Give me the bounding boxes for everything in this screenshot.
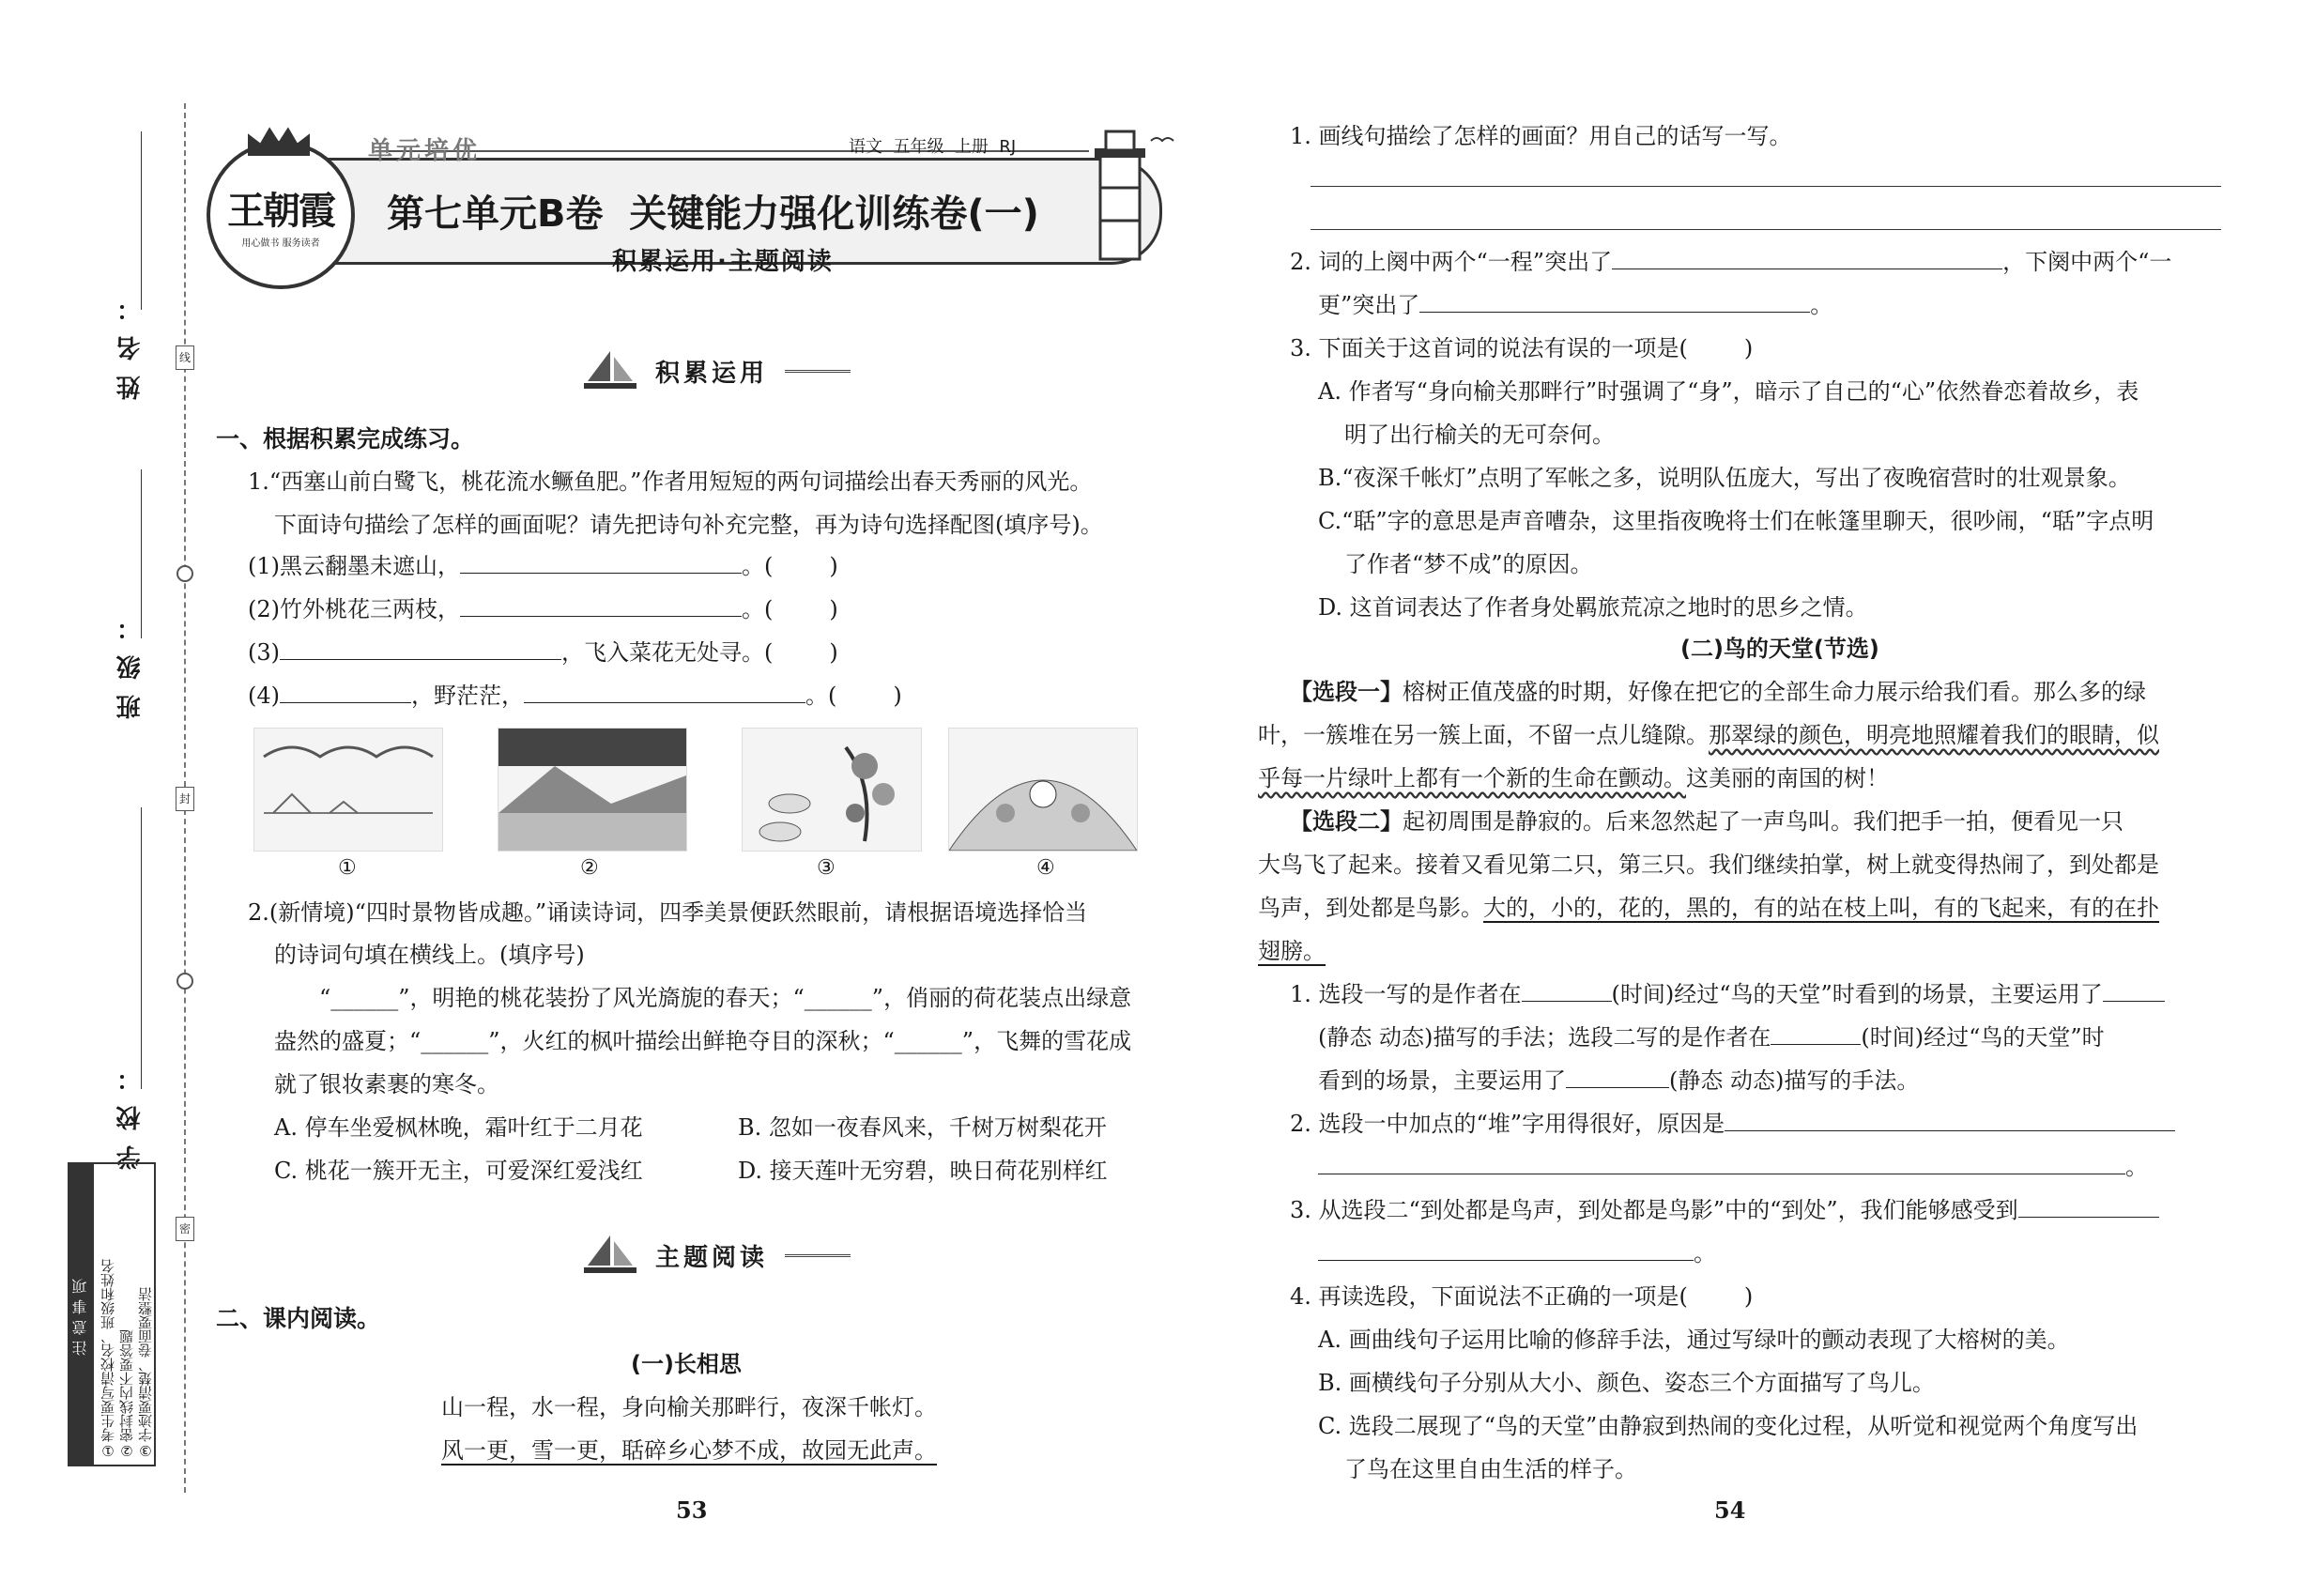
pq1-text: 看到的场景，主要运用了 <box>1318 1067 1566 1094</box>
r-q3-option: D. 这首词表达了作者身处羁旅荒凉之地时的思乡之情。 <box>1318 594 1868 621</box>
item-text: (1)黑云翻墨未遮山， <box>248 553 460 579</box>
cut-mark-seal: 封 <box>176 787 194 811</box>
passage-text: 起初周围是静寂的。后来忽然起了一声鸟叫。我们把手一拍，便看见一只 <box>1403 808 2124 835</box>
q2-para-1: “______”，明艳的桃花装扮了风光旖旎的春天；“______”，俏丽的荷花装点出绿意 <box>319 985 1132 1011</box>
picture-mountain-field <box>498 728 687 852</box>
pq1-line-1 <box>1290 980 2165 1008</box>
q1-heading: 一、根据积累完成练习。 <box>216 425 475 453</box>
r-q1: 1. 画线句描绘了怎样的画面？用自己的话写一写。 <box>1290 123 1792 149</box>
cut-mark-line: 线 <box>176 345 194 370</box>
pq1-text: (静态 动态)描写的手法；选段二写的是作者在 <box>1318 1024 1771 1051</box>
picture-rain-lake <box>253 728 443 852</box>
poem-line-1: 山一程，水一程，身向榆关那畔行，夜深千帐灯。 <box>441 1394 937 1420</box>
r-q2 <box>1290 248 2171 276</box>
passage-1-line-3 <box>1258 764 1889 792</box>
passage-2-line-3 <box>1258 894 2159 922</box>
close-paren: ) <box>829 639 838 666</box>
item-text: (4) <box>248 683 280 709</box>
close-paren: ) <box>1743 335 1754 361</box>
passage-label: 【选段一】 <box>1290 679 1403 705</box>
item-text: ，野茫茫， <box>411 683 524 709</box>
section-title: 积累运用 <box>655 359 769 388</box>
poem-line-2: 风一更，雪一更，聒碎乡心梦不成，故园无此声。 <box>441 1437 937 1464</box>
page-subtitle: 积累运用·主题阅读 <box>612 248 834 276</box>
fill-item-2 <box>248 595 838 623</box>
q1-intro-1: 1.“西塞山前白鹭飞，桃花流水鳜鱼肥。”作者用短短的两句词描绘出春天秀丽的风光。 <box>248 468 1093 495</box>
item-text: 。( <box>742 553 774 579</box>
passage-2-line-2: 大鸟飞了起来。接着又看见第二只，第三只。我们继续拍掌，树上就变得热闹了，到处都是 <box>1258 852 2159 878</box>
r-q3 <box>1290 334 1753 362</box>
binding-hole <box>176 565 193 582</box>
r-q2-text: ，下阕中两个“一 <box>2002 249 2172 275</box>
pq1-text: (时间)经过“鸟的天堂”时看到的场景，主要运用了 <box>1611 981 2103 1007</box>
answer-blank[interactable] <box>1522 980 1612 1002</box>
sailboat-icon <box>582 349 638 392</box>
binding-hole <box>176 973 193 990</box>
meta-info: 语文 五年级 上册 RJ <box>849 137 1017 157</box>
note-1: ①考生要写清校名、班级和姓名 <box>100 1259 116 1459</box>
close-paren: ) <box>1743 1283 1754 1310</box>
pq3-text: 3. 从选段二“到处都是鸟声，到处都是鸟影”中的“到处”，我们能够感受到 <box>1290 1197 2018 1223</box>
q3-heading: 二、课内阅读。 <box>216 1305 381 1332</box>
cut-mark-secret: 密 <box>176 1217 194 1241</box>
item-text: (3) <box>248 639 280 666</box>
q2-option-c: C. 桃花一簇开无主，可爱深红爱浅红 <box>274 1158 643 1184</box>
r-q3-option: A. 作者写“身向榆关那畔行”时强调了“身”，暗示了自己的“心”依然眷恋着故乡，表 <box>1318 378 2139 405</box>
answer-blank[interactable] <box>280 682 411 703</box>
wavy-underlined-text: 那翠绿的颜色，明亮地照耀着我们的眼睛，似 <box>1709 722 2159 748</box>
passage-1-line-2 <box>1258 721 2159 749</box>
pq4-option: B. 画横线句子分别从大小、颜色、姿态三个方面描写了鸟儿。 <box>1318 1370 1935 1396</box>
school-label: 学校： <box>116 1051 145 1170</box>
picture-label: ① <box>338 856 357 880</box>
underlined-text: 大的，小的，花的，黑的，有的站在枝上叫，有的飞起来，有的在扑 <box>1483 895 2159 921</box>
r-q3-option: 明了出行榆关的无可奈何。 <box>1344 422 1615 448</box>
item-text: 。( <box>805 683 837 709</box>
sailboat-icon <box>582 1234 638 1277</box>
lighthouse-icon <box>1074 122 1177 272</box>
section-rule <box>785 1254 851 1257</box>
q2-option-d: D. 接天莲叶无穷碧，映日荷花别样红 <box>738 1158 1108 1184</box>
answer-blank[interactable] <box>1318 1153 2125 1174</box>
q2-para-3: 就了银妆素裹的寒冬。 <box>274 1071 499 1097</box>
fill-item-1 <box>248 552 838 580</box>
school-field[interactable] <box>141 807 142 1089</box>
answer-blank[interactable] <box>2103 980 2165 1002</box>
answer-line[interactable] <box>1311 186 2221 187</box>
pq2-text: 2. 选段一中加点的“堆”字用得很好，原因是 <box>1290 1111 1725 1137</box>
brand-logo <box>207 141 355 289</box>
answer-blank[interactable] <box>2018 1196 2159 1218</box>
picture-butterfly-flowers <box>948 728 1138 852</box>
pq3 <box>1290 1196 2159 1224</box>
wavy-underlined-text: 乎每一片绿叶上都有一个新的生命在颤动。 <box>1258 765 1686 791</box>
r-q3-text: 3. 下面关于这首词的说法有误的一项是( <box>1290 335 1688 361</box>
notes-box <box>68 1162 156 1466</box>
crown-icon <box>248 124 310 156</box>
note-2: ②密封线内不要答题 <box>118 1329 135 1459</box>
picture-label: ④ <box>1036 856 1055 880</box>
q2-line-2: 的诗词句填在横线上。(填序号) <box>274 942 585 968</box>
q2-option-b: B. 忽如一夜春风来，千树万树梨花开 <box>738 1114 1107 1141</box>
pq4-option: 了鸟在这里自由生活的样子。 <box>1344 1456 1637 1482</box>
close-paren: ) <box>829 596 838 622</box>
note-3: ③字迹要清楚、卷面要整洁 <box>137 1287 154 1459</box>
answer-blank[interactable] <box>1419 291 1810 313</box>
passage-title: (二)鸟的天堂(节选) <box>1680 636 1879 662</box>
section-title: 主题阅读 <box>655 1243 769 1272</box>
r-q3-option: B.“夜深千帐灯”点明了军帐之多，说明队伍庞大，写出了夜晚宿营时的壮观景象。 <box>1318 465 2131 491</box>
answer-blank[interactable] <box>524 682 805 703</box>
pq2-end: 。 <box>2125 1154 2148 1180</box>
page-title: 第七单元B卷 关键能力强化训练卷(一) <box>387 192 1039 236</box>
class-label: 班级： <box>116 601 145 719</box>
answer-blank[interactable] <box>460 595 742 617</box>
answer-blank[interactable] <box>1725 1110 2175 1131</box>
close-paren: ) <box>829 553 838 579</box>
pq4-option: C. 选段二展现了“鸟的天堂”由静寂到热闹的变化过程，从听觉和视觉两个角度写出 <box>1318 1413 2139 1439</box>
r-q2-text: 。 <box>1810 292 1833 318</box>
passage-1-line-1 <box>1290 678 2146 706</box>
pq4-option: A. 画曲线句子运用比喻的修辞手法，通过写绿叶的颤动表现了大榕树的美。 <box>1318 1327 2070 1353</box>
poem-title: (一)长相思 <box>631 1351 742 1377</box>
answer-line[interactable] <box>1311 229 2221 230</box>
section-rule <box>785 370 851 373</box>
answer-blank[interactable] <box>460 552 742 574</box>
section-heading-accumulation <box>582 349 851 392</box>
class-field[interactable] <box>141 469 142 638</box>
pq2-cont <box>1318 1153 2148 1181</box>
answer-blank[interactable] <box>1318 1239 1694 1261</box>
passage-label: 【选段二】 <box>1290 808 1403 835</box>
pq3-cont <box>1318 1239 1716 1267</box>
answer-blank[interactable] <box>1612 248 2002 269</box>
page-number-left: 53 <box>676 1496 708 1524</box>
section-heading-reading <box>582 1234 851 1277</box>
logo-name: 王朝霞 <box>227 189 334 233</box>
r-q2-cont <box>1318 291 1832 319</box>
notes-title: 注意事项 <box>69 1164 94 1465</box>
passage-text: 叶，一簇堆在另一簇上面，不留一点儿缝隙。 <box>1258 722 1709 748</box>
r-q3-option: C.“聒”字的意思是声音嘈杂，这里指夜晚将士们在帐篷里聊天，很吵闹，“聒”字点明 <box>1318 508 2154 534</box>
q2-option-a: A. 停车坐爱枫林晚，霜叶红于二月花 <box>274 1114 643 1141</box>
pq1-text: 1. 选段一写的是作者在 <box>1290 981 1522 1007</box>
series-tag: 单元培优 <box>368 137 482 165</box>
pq1-line-2 <box>1318 1023 2105 1051</box>
page-number-right: 54 <box>1714 1496 1746 1524</box>
name-field[interactable] <box>141 131 142 310</box>
r-q3-option: 了作者“梦不成”的原因。 <box>1344 551 1593 577</box>
q1-intro-2: 下面诗句描绘了怎样的画面呢？请先把诗句补充完整，再为诗句选择配图(填序号)。 <box>274 512 1103 538</box>
item-text: (2)竹外桃花三两枝， <box>248 596 460 622</box>
pq4 <box>1290 1282 1753 1311</box>
picture-label: ③ <box>817 856 836 880</box>
pq1-text: (静态 动态)描写的手法。 <box>1669 1067 1920 1094</box>
passage-text: 鸟声，到处都是鸟影。 <box>1258 895 1483 921</box>
item-text: ，飞入菜花无处寻。( <box>561 639 774 666</box>
close-paren: ) <box>893 683 902 709</box>
fill-item-3 <box>248 638 838 667</box>
q2-para-2: 盎然的盛夏；“______”，火红的枫叶描绘出鲜艳夺目的深秋；“______”，飞舞的雪花成 <box>274 1028 1132 1054</box>
r-q2-text: 更”突出了 <box>1318 292 1420 318</box>
q2-line-1: 2.(新情境)“四时景物皆成趣。”诵读诗词，四季美景便跃然眼前，请根据语境选择恰当 <box>248 899 1088 926</box>
name-label: 姓名： <box>116 282 145 400</box>
passage-2-line-1 <box>1290 807 2124 836</box>
answer-blank[interactable] <box>1566 1067 1669 1088</box>
answer-blank[interactable] <box>280 638 561 660</box>
r-q2-text: 2. 词的上阕中两个“一程”突出了 <box>1290 249 1613 275</box>
pq1-text: (时间)经过“鸟的天堂”时 <box>1861 1024 2105 1051</box>
answer-blank[interactable] <box>1771 1023 1861 1045</box>
logo-tagline: 用心做书 服务读者 <box>241 238 320 249</box>
pq2 <box>1290 1110 2175 1138</box>
picture-peach-ducks <box>742 728 922 852</box>
pq3-end: 。 <box>1694 1240 1716 1266</box>
picture-label: ② <box>580 856 599 880</box>
pq1-line-3 <box>1318 1067 1919 1095</box>
passage-2-line-4: 翅膀。 <box>1258 938 1326 964</box>
item-text: 。( <box>742 596 774 622</box>
passage-text: 这美丽的南国的树！ <box>1686 765 1889 791</box>
fill-item-4 <box>248 682 902 710</box>
pq4-text: 4. 再读选段，下面说法不正确的一项是( <box>1290 1283 1688 1310</box>
passage-text: 榕树正值茂盛的时期，好像在把它的全部生命力展示给我们看。那么多的绿 <box>1403 679 2146 705</box>
